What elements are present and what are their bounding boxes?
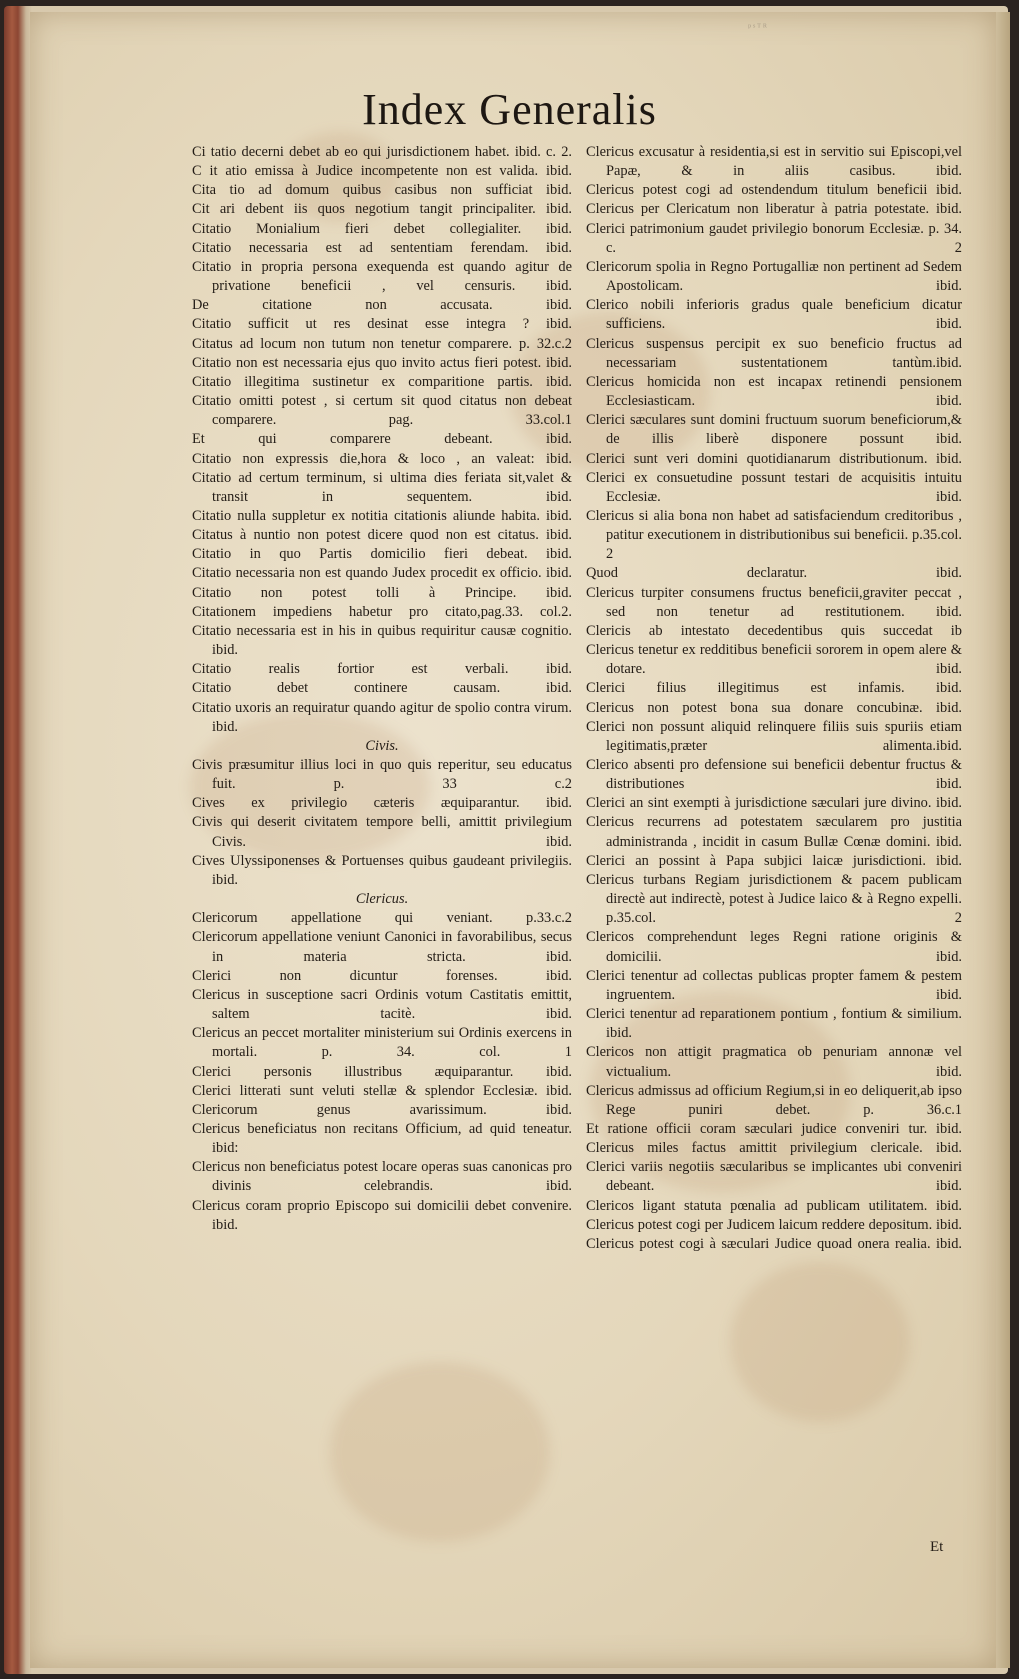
page-mark: ᵖˢᵀᴿ [748,22,769,33]
index-entry: Clericorum appellatione veniunt Canonici in favorabilibus, secus in materia stricta. ibid. [192,929,572,965]
index-entry: Clericus in susceptione sacri Ordinis votum Castitatis emittit, saltem tacitè. ibid. [192,986,572,1023]
catchword: Et [930,1539,944,1555]
index-entry: Clerico absenti pro defensione sui beneficii debentur fructus & distributiones ibid. [586,757,962,793]
index-heading: Clericus. [355,891,409,908]
index-entry: Clericorum appellatione qui veniant. p.33.c.2 [192,910,572,927]
index-entry: Clericus non potest bona sua donare concubinæ. ibid. [586,699,962,716]
index-entry: Civis præsumitur illius loci in quo quis reperitur, seu educatus fuit. p. 33 c.2 [192,757,572,793]
index-entry: Clericus beneficiatus non recitans Officium, ad quid teneatur. ibid: [192,1120,572,1157]
index-entry: Clerici personis illustribus æquiparantur. ibid. [192,1063,572,1080]
index-entry: Clerici sunt veri domini quotidianarum distributionum. ibid. [586,450,962,467]
index-entry: Citatio debet continere causam. ibid. [192,680,572,697]
index-entry: Clerico nobili inferioris gradus quale beneficium dicatur sufficiens. ibid. [586,297,962,333]
index-entry: Et ratione officii coram sæculari judice conveniri tur. ibid. [586,1120,962,1137]
index-entry: Citatus ad locum non tutum non tenetur comparere. p. 32.c.2 [192,335,572,352]
index-entry: Clericos non attigit pragmatica ob penuriam annonæ vel victualium. ibid. [586,1044,962,1080]
page-title: Index Generalis [362,85,657,134]
index-entry: Clerici patrimonium gaudet privilegio bonorum Ecclesiæ. p. 34. c. 2 [586,220,962,256]
index-entry: Clerici filius illegitimus est infamis. ibid. [586,680,962,697]
index-entry: Citatio necessaria est in his in quibus requiritur causæ cognitio. ibid. [192,622,572,659]
index-entry: Citatio necessaria est ad sententiam ferendam. ibid. [192,239,572,256]
index-entry: Cives Ulyssiponenses & Portuenses quibus gaudeant privilegiis. ibid. [192,852,572,888]
index-entry: Cives ex privilegio cæteris æquiparantur. ibid. [192,795,572,812]
index-entry: Citatio nulla suppletur ex notitia citationis aliunde habita. ibid. [192,507,572,524]
index-entry: Clericus miles factus amittit privilegium clericale. ibid. [586,1140,962,1157]
index-entry: Civis qui deserit civitatem tempore belli, amittit privilegium Civis. ibid. [192,814,572,850]
index-entry: Clericorum spolia in Regno Portugalliæ non pertinent ad Sedem Apostolicam. ibid. [586,258,962,295]
index-entry: Citatio non est necessaria ejus quo invito actus fieri potest. ibid. [192,354,572,371]
index-entry: Clerici an possint à Papa subjici laicæ jurisdictioni. ibid. [586,852,962,869]
index-entry: Citatio sufficit ut res desinat esse integra ? ibid. [192,316,572,333]
index-entry: Clerici tenentur ad collectas publicas propter famem & pestem ingruentem. ibid. [586,967,962,1003]
index-entry: Clericus suspensus percipit ex suo beneficio fructus ad necessariam sustentationem tantùm.ibid. [586,335,962,371]
index-entry: Clericos ligant statuta pœnalia ad publicam utilitatem. ibid. [586,1197,962,1214]
index-entry: Citatio ad certum terminum, si ultima dies feriata sit,valet & transit in sequentem. ibid. [192,469,572,505]
index-column-right [586,143,962,1254]
index-entry: C it atio emissa à Judice incompetente non est valida. ibid. [192,163,572,180]
index-entry: Clericorum genus avarissimum. ibid. [192,1101,572,1118]
index-entry: Clerici variis negotiis sæcularibus se implicantes ubi conveniri debeant. ibid. [586,1159,962,1195]
index-entry: Clericus tenetur ex redditibus beneficii sororem in opem alere & dotare. ibid. [586,642,962,678]
index-entry: Clericis ab intestato decedentibus quis succedat ib [586,622,962,639]
index-entry: Citationem impediens habetur pro citato,pag.33. col.2. [192,603,572,620]
index-entry: Citatio in quo Partis domicilio fieri debeat. ibid. [192,546,572,563]
page-edge-right [996,12,1010,1668]
index-entry: Citatio realis fortior est verbali. ibid. [192,661,572,678]
index-column-left [192,143,572,1235]
index-entry: Clericus potest cogi ad ostendendum titulum beneficii ibid. [586,182,962,199]
index-entry: Clericus coram proprio Episcopo sui domicilii debet convenire. ibid. [192,1197,572,1233]
index-entry: Clerici non possunt aliquid relinquere filiis suis spuriis etiam legitimatis,præter alimenta.ibid. [586,718,962,754]
index-entry: Et qui comparere debeant. ibid. [192,431,572,448]
index-entry: Cita tio ad domum quibus casibus non sufficiat ibid. [192,182,572,199]
index-entry: Clericus homicida non est incapax retinendi pensionem Ecclesiasticam. ibid. [586,373,962,410]
index-entry: Citatio illegitima sustinetur ex comparitione partis. ibid. [192,373,572,390]
index-entry: Clerici ex consuetudine possunt testari de acquisitis intuitu Ecclesiæ. ibid. [586,469,962,505]
index-entry: Citatio Monialium fieri debet collegialiter. ibid. [192,220,572,237]
index-entry: Clericus recurrens ad potestatem sæcularem pro justitia administranda , incidit in casum Bullæ Cœnæ domini. ibid. [586,814,962,850]
index-entry: Clericus an peccet mortaliter ministerium sui Ordinis exercens in mortali. p. 34. col. 1 [192,1025,572,1061]
index-entry: Clericus turpiter consumens fructus beneficii,graviter peccat , sed non tenetur ad restitutionem. ibid. [586,584,962,620]
index-entry: Clericus excusatur à residentia,si est in servitio sui Episcopi,vel Papæ, & in aliis casibus. ibid. [586,144,962,180]
index-entry: Citatio omitti potest , si certum sit quod citatus non debeat comparere. pag. 33.col.1 [192,393,572,429]
index-entry: Citatio non expressis die,hora & loco , an valeat: ibid. [192,450,572,467]
index-entry: Cit ari debent iis quos negotium tangit principaliter. ibid. [192,201,572,218]
index-entry: Clericus admissus ad officium Regium,si in eo deliquerit,ab ipso Rege puniri debet. p. 36.c.1 [586,1082,962,1118]
index-entry: Clericus non beneficiatus potest locare operas suas canonicas pro divinis celebrandis. ibid. [192,1159,572,1195]
index-entry: Quod declaratur. ibid. [586,565,962,582]
index-entry: Clerici non dicuntur forenses. ibid. [192,967,572,984]
index-entry: Clericus per Clericatum non liberatur à patria potestate. ibid. [586,201,962,218]
index-entry: Clericus turbans Regiam jurisdictionem & pacem publicam directè aut indirectè, potest à Judice laico & à Regno expelli. p.35.col. 2 [586,871,962,927]
index-entry: Clericus potest cogi à sæculari Judice quoad onera realia. ibid. [586,1235,962,1252]
index-entry: Citatio non potest tolli à Principe. ibid. [192,584,572,601]
index-entry: Clerici an sint exempti à jurisdictione sæculari jure divino. ibid. [586,795,962,812]
index-entry: Ci tatio decerni debet ab eo qui jurisdictionem habet. ibid. c. 2. [192,144,572,160]
index-entry: Citatio in propria persona exequenda est quando agitur de privatione beneficii , vel censuris. ibid. [192,258,572,295]
index-entry: Citatus à nuntio non potest dicere quod non est citatus. ibid. [192,527,572,544]
index-entry: Clerici tenentur ad reparationem pontium , fontium & similium. ibid. [586,1006,962,1042]
index-entry: Clerici sæculares sunt domini fructuum suorum beneficiorum,& de illis liberè disponere possunt ibid. [586,412,962,448]
index-entry: Clericus potest cogi per Judicem laicum reddere depositum. ibid. [586,1216,962,1233]
index-entry: Citatio necessaria non est quando Judex procedit ex officio. ibid. [192,565,572,582]
index-entry: De citatione non accusata. ibid. [192,297,572,314]
index-entry: Clerici litterati sunt veluti stellæ & splendor Ecclesiæ. ibid. [192,1082,572,1099]
index-heading: Civis. [365,737,399,754]
index-entry: Clericus si alia bona non habet ad satisfaciendum creditoribus , patitur executionem in distributionibus sui beneficii. p.35.col. 2 [586,507,962,563]
index-entry: Citatio uxoris an requiratur quando agitur de spolio contra virum. ibid. [192,699,572,735]
index-entry: Clericos comprehendunt leges Regni ratione originis & domicilii. ibid. [586,929,962,965]
